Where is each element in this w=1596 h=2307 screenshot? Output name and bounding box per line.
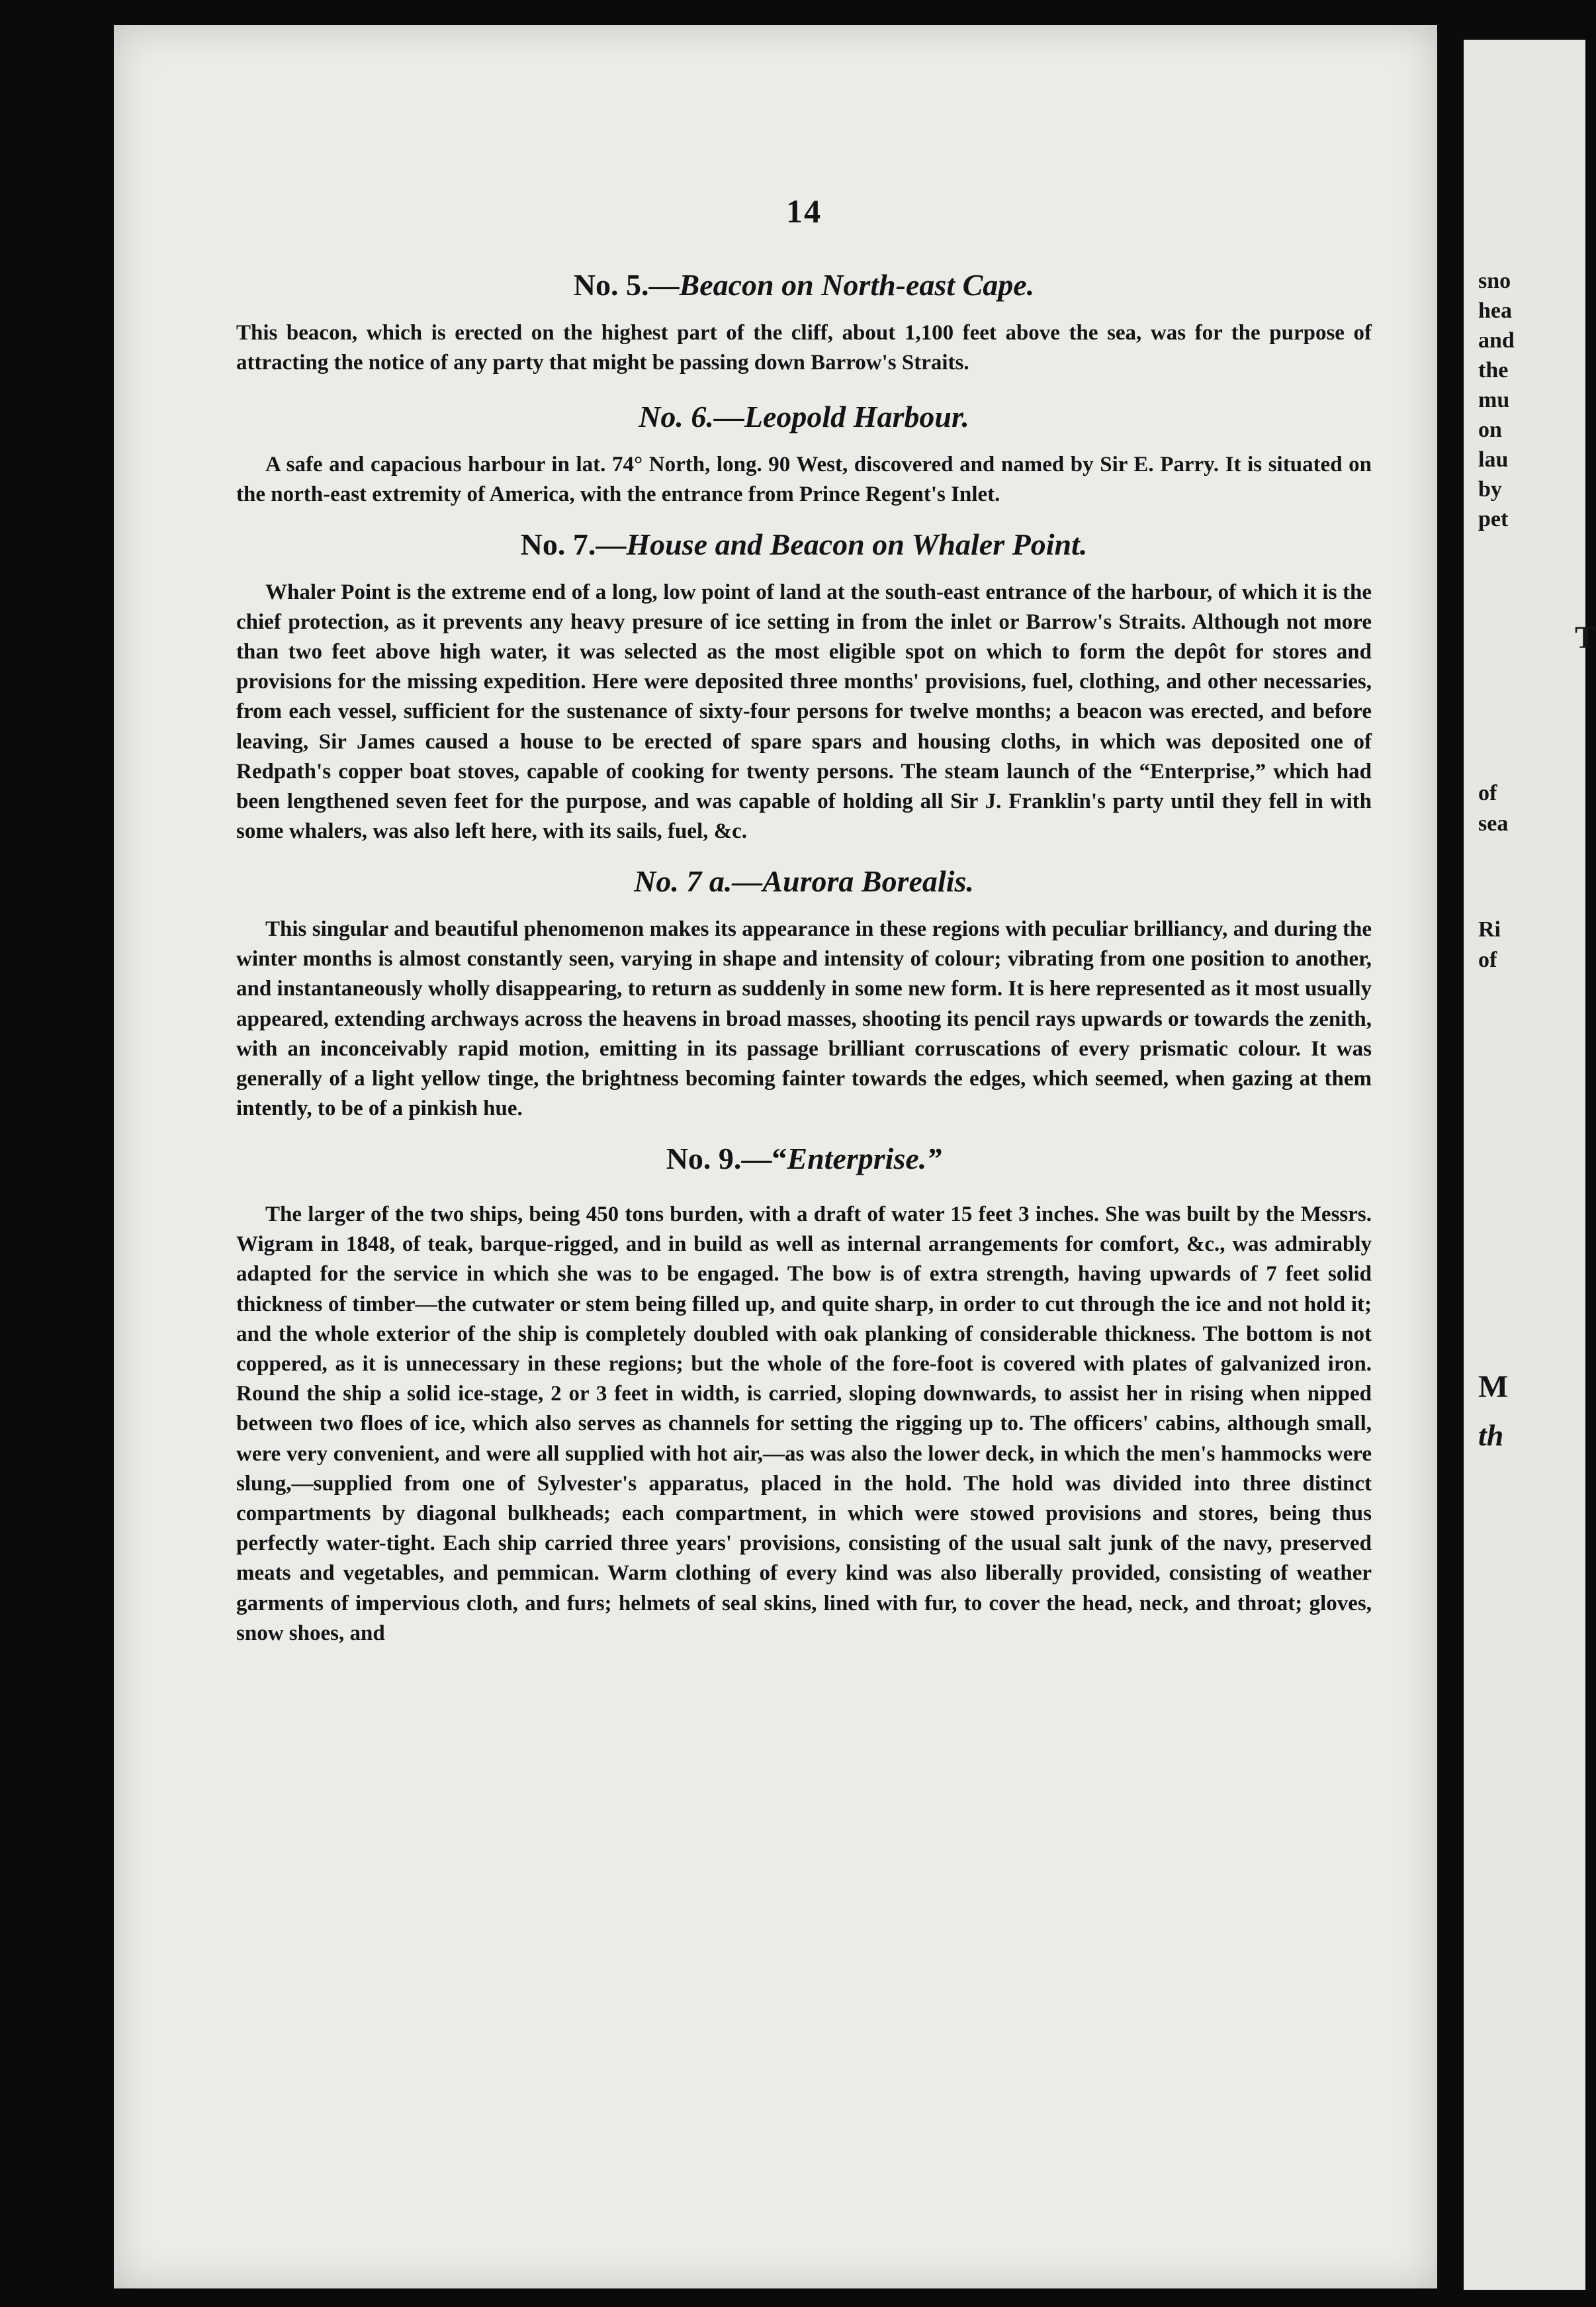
facing-fragment: sno [1478,269,1511,293]
section-title: Aurora Borealis. [762,864,974,899]
section-title: Enterprise.” [787,1142,942,1176]
section-heading [236,865,1372,899]
facing-fragment: of [1478,781,1497,805]
section-body: A safe and capacious harbour in lat. 74° North, long. 90 West, discovered and named by Sir E. Parry. It is situated on the north-east extremity of America, with the entrance from Prince Regent's Inlet. [236,452,1372,506]
section-heading [236,400,1372,434]
facing-fragment: hea [1478,298,1512,323]
facing-fragment: and [1478,328,1515,353]
section-number: No. 7.— [520,527,627,561]
facing-fragment: on [1478,418,1502,442]
section-body: The larger of the two ships, being 450 tons burden, with a draft of water 15 feet 3 inches. She was built by the Messrs. Wigram in 1848, of teak, barque-rigged, and in build as well as internal arrangements for comfort, &c., was admirably adapted for the service in which she was to be engaged. The bow is of extra strength, having upwards of 7 feet solid thickness of timber—the cutwater or stem being filled up, and quite sharp, in order to cut through the ice and not hold it; and the whole exterior of the ship is completely doubled with oak planking of considerable thickness. The bottom is not coppered, as it is unnecessary in these regions; but the whole of the fore-foot is covered with plates of galvanized iron. Round the ship a solid ice-stage, 2 or 3 feet in width, is carried, sloping downwards, to assist her in rising when nipped between two floes of ice, which also serves as channels for setting the rigging up to. The officers' cabins, although small, were very convenient, and were all supplied with hot air,—as was also the lower deck, in which the men's hammocks were slung,—supplied from one of Sylvester's apparatus, placed in the hold. The hold was divided into three distinct compartments by diagonal bulkheads; each compartment, in which were stowed provisions and stores, being thus perfectly water-tight. Each ship carried three years' provisions, consisting of the usual salt junk of the navy, preserved meats and vegetables, and pemmican. Warm clothing of every kind was also liberally provided, consisting of weather garments of impervious cloth, and furs; helmets of seal skins, lined with fur, to cover the head, neck, and throat; gloves, snow shoes, and [236,1202,1372,1645]
facing-fragment: T [1575,620,1596,655]
page-number: 14 [786,193,822,230]
section-title: Leopold Harbour. [744,400,969,433]
facing-page-edge [1464,40,1596,2290]
section-body: This beacon, which is erected on the highest part of the cliff, about 1,100 feet above the sea, was for the purpose of attracting the notice of any party that might be passing down Barrow's Straits. [236,320,1372,375]
section-title: Beacon on North-east Cape. [679,268,1035,302]
section-body: This singular and beautiful phenomenon makes its appearance in these regions with peculiar brilliancy, and during the winter months is almost constantly seen, varying in shape and intensity of colour; vibrating from one position to another, and instantaneously wholly disappearing, to return as suddenly in some new form. It is here represented as it most usually appeared, extending archways across the heavens in broad masses, shooting its pencil rays upwards or towards the zenith, with an inconceivably rapid motion, emitting in its passage brilliant corruscations of every prismatic colour. It was generally of a light yellow tinge, the brightness becoming fainter towards the edges, which seemed, when gazing at them intently, to be of a pinkish hue. [236,917,1372,1121]
section-number: No. 9.—“ [666,1142,787,1176]
facing-fragment: th [1478,1418,1504,1452]
facing-fragment: lau [1478,447,1509,472]
text-column [236,192,1372,1667]
section-body: Whaler Point is the extreme end of a long, low point of land at the south-east entrance of the harbour, of which it is the chief protection, as it prevents any heavy presure of ice setting in from the inlet or Barrow's Straits. Although not more than two feet above high water, it was selected as the most eligible spot on which to form the depôt for stores and provisions for the missing expedition. Here were deposited three months' provisions, fuel, clothing, and other necessaries, from each vessel, sufficient for the sustenance of sixty-four persons for twelve months; a beacon was erected, and before leaving, Sir James caused a house to be erected of spare spars and housing cloths, in which was deposited one of Redpath's copper boat stoves, capable of cooking for twenty persons. The steam launch of the “Enterprise,” which had been lengthened seven feet for the purpose, and was capable of holding all Sir J. Franklin's party until they fell in with some whalers, was also left here, with its sails, fuel, &c. [236,580,1372,844]
section-number: No. 5.— [573,268,680,302]
section-heading [236,269,1372,302]
facing-fragment: the [1478,358,1509,383]
section-title: House and Beacon on Whaler Point. [626,527,1088,561]
facing-fragment: pet [1478,507,1509,531]
section-heading [236,1142,1372,1176]
facing-fragment: of [1478,948,1497,972]
facing-fragment: by [1478,477,1502,502]
facing-fragment: mu [1478,388,1510,412]
facing-fragment: Ri [1478,917,1501,942]
section-number: No. 6.— [639,400,744,433]
facing-fragment: M [1478,1369,1509,1404]
section-number: No. 7 a.— [634,864,763,899]
section-heading [236,528,1372,562]
facing-fragment: sea [1478,811,1509,836]
